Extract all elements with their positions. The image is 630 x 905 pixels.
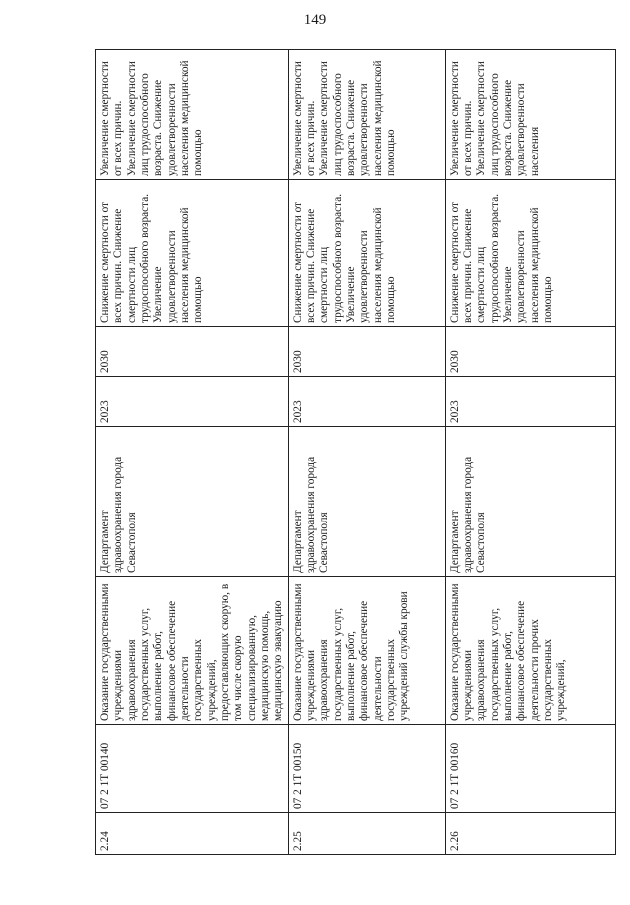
expected-result: Снижение смертности от всех причин. Снижение смертности лиц трудоспособного возраста. Увеличение удовлетворенности населения медицинской помощью [96,180,289,327]
start-year: 2023 [96,377,289,427]
budget-code: 07 2 1Т 00140 [96,725,289,813]
row-number: 2.25 [288,813,445,855]
measure-name: Оказание государственными учреждениями здравоохранения государственных услуг, выполнение работ, финансовое обеспечение деятельности государственных учреждений службы крови [288,577,445,725]
executor: Департамент здравоохранения города Севастополя [288,427,445,577]
table-row [445,50,615,855]
rotated-table-container [95,50,585,855]
measure-name: Оказание государственными учреждениями здравоохранения государственных услуг, выполнение работ, финансовое обеспечение деятельности прочих государственных учреждений, [445,577,615,725]
executor: Департамент здравоохранения города Севастополя [96,427,289,577]
non-implementation-consequence: Увеличение смертности от всех причин. Увеличение смертности лиц трудоспособного возраста. Снижение удовлетворенности населения [445,50,615,180]
measures-table [95,49,616,855]
measure-name: Оказание государственными учреждениями здравоохранения государственных услуг, выполнение работ, финансовое обеспечение деятельности государственных учреждений, предоставляющих скорую, в том числе скорую специализированную, медицинскую помощь, медицинскую эвакуацию [96,577,289,725]
page-number: 149 [303,12,327,28]
table-row [96,50,289,855]
end-year: 2030 [96,327,289,377]
row-number: 2.24 [96,813,289,855]
row-number: 2.26 [445,813,615,855]
expected-result: Снижение смертности от всех причин. Снижение смертности лиц трудоспособного возраста. Увеличение удовлетворенности населения медицинской помощью [288,180,445,327]
executor: Департамент здравоохранения города Севастополя [445,427,615,577]
expected-result: Снижение смертности от всех причин. Снижение смертности лиц трудоспособного возраста. Увеличение удовлетворенности населения медицинской помощью [445,180,615,327]
table-row [288,50,445,855]
start-year: 2023 [445,377,615,427]
non-implementation-consequence: Увеличение смертности от всех причин. Увеличение смертности лиц трудоспособного возраста. Снижение удовлетворенности населения медицинской помощью [96,50,289,180]
start-year: 2023 [288,377,445,427]
non-implementation-consequence: Увеличение смертности от всех причин. Увеличение смертности лиц трудоспособного возраста. Снижение удовлетворенности населения медицинской помощью [288,50,445,180]
end-year: 2030 [288,327,445,377]
budget-code: 07 2 1Т 00160 [445,725,615,813]
end-year: 2030 [445,327,615,377]
budget-code: 07 2 1Т 00150 [288,725,445,813]
